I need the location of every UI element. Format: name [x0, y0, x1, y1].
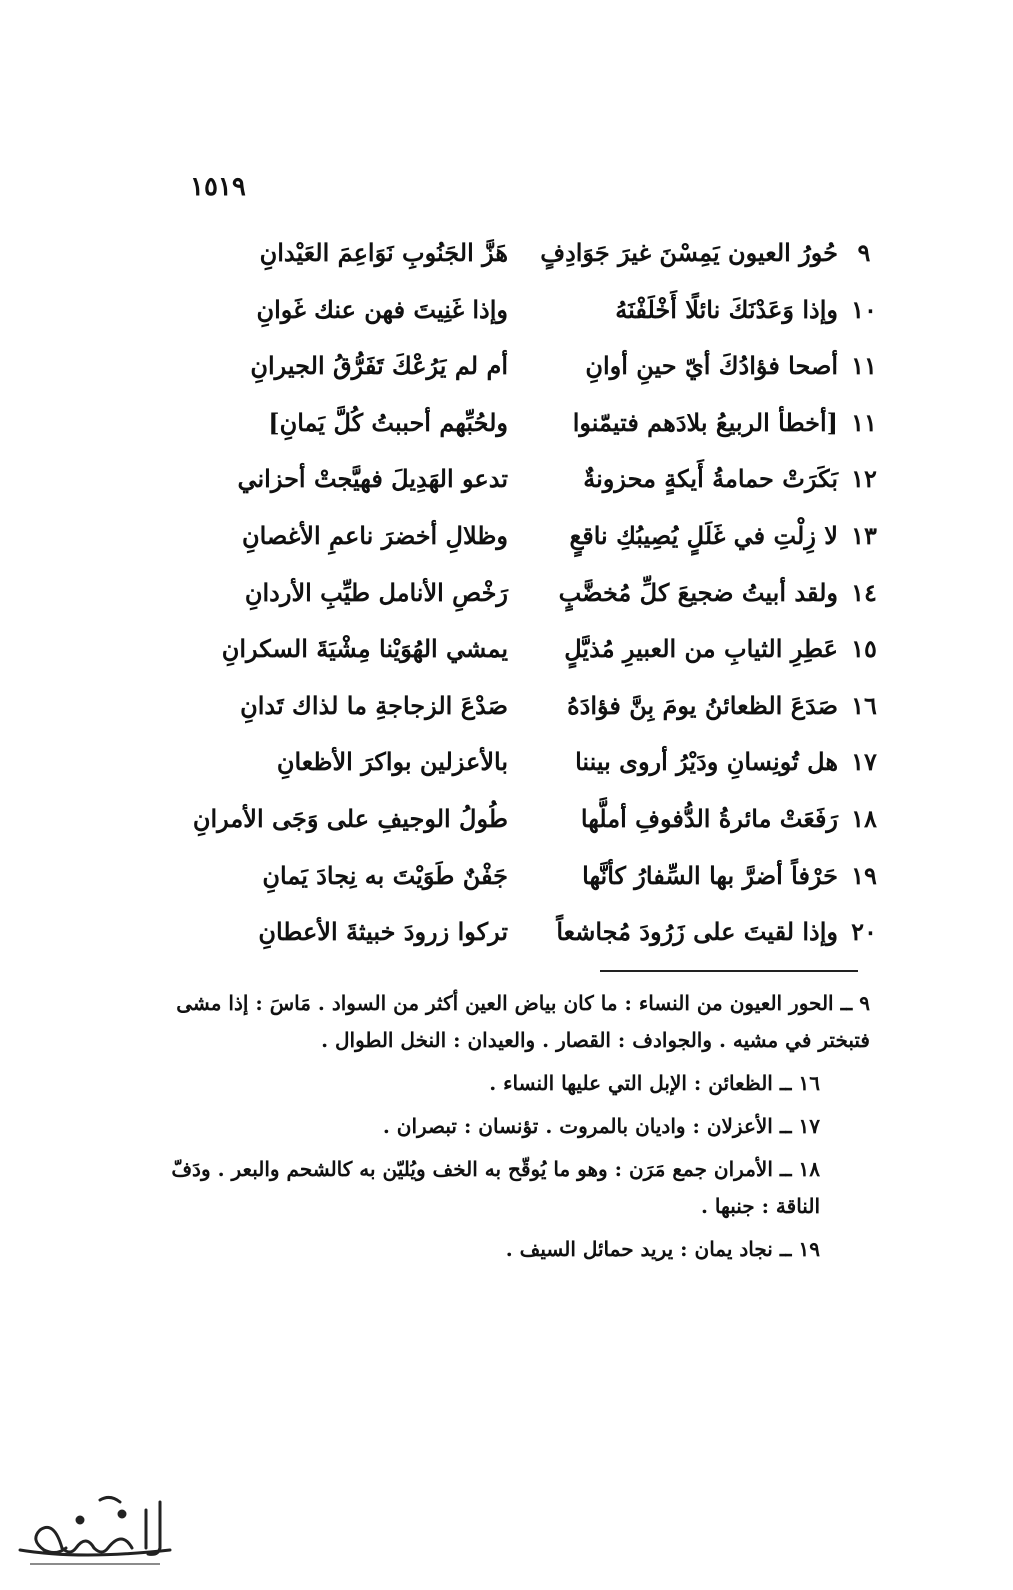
verse-number: ١٩: [851, 860, 877, 890]
verse-row: [0, 572, 1013, 629]
verse-first-hemistich: ولقد أبيتُ ضجيعَ كلِّ مُخضَّبٍ: [558, 577, 838, 607]
verse-second-hemistich: تركوا زرودَ خبيثةَ الأعطانِ: [258, 917, 508, 947]
verse-first-hemistich: أصحا فؤادُكَ أيّ حينِ أوانِ: [585, 351, 838, 381]
verse-row: [0, 798, 1013, 855]
verse-first-hemistich: [أخطأ الربيعُ بلادَهم فتيمّنوا: [572, 407, 838, 437]
verse-first-hemistich: وإذا وَعَدْنَكَ نائلًا أَخْلَفْنَهُ: [615, 294, 838, 324]
footnote: ٩ ــ الحور العيون من النساء : ما كان بياض العين أكثر من السواد . مَاسَ : إذا مشى فتبختر في مشيه . والجوادف : القصار . والعيدان : النخل الطوال .: [176, 991, 870, 1052]
verse-row: [0, 232, 1013, 289]
verse-first-hemistich: حُورُ العيون يَمِسْنَ غيرَ جَوَادِفٍ: [540, 238, 838, 267]
verse-number: ٩: [857, 238, 871, 267]
verse-row: [0, 628, 1013, 685]
verse-number: ١١: [851, 407, 877, 437]
verse-row: [0, 855, 1013, 912]
verse-number: ١٢: [851, 464, 877, 494]
verse-number: ١٨: [851, 803, 877, 833]
verse-number: ١١: [851, 351, 877, 381]
verse-row: [0, 345, 1013, 402]
footnote-divider: [600, 970, 858, 972]
library-seal-logo: [10, 1490, 180, 1575]
poem-verses: [0, 232, 1013, 968]
footnote: ١٧ ــ الأعزلان : واديان بالمروت . تؤنسان : تبصران .: [382, 1114, 820, 1138]
verse-second-hemistich: طُولُ الوجيفِ على وَجَى الأمرانِ: [192, 803, 508, 833]
verse-number: ١٧: [851, 747, 877, 777]
verse-row: [0, 402, 1013, 459]
verse-second-hemistich: بالأعزلين بواكرَ الأظعانِ: [276, 747, 508, 777]
verse-row: [0, 741, 1013, 798]
verse-first-hemistich: صَدَعَ الظعائنُ يومَ بِنَّ فؤادَهُ: [567, 690, 838, 720]
verse-second-hemistich: جَفْنٌ طَوَيْتَ به نِجادَ يَمانِ: [262, 860, 508, 890]
verse-second-hemistich: ولحُبِّهم أحببتُ كُلَّ يَمانِ]: [268, 407, 508, 437]
verse-first-hemistich: لا زِلْتِ في غَلَلٍ يُصِيبُكِ ناقعٍ: [569, 520, 838, 550]
footnote: ١٨ ــ الأمران جمع مَرَن : وهو ما يُوقّح به الخف ويُليّن به كالشحم والبعر . ودَفّ الناقة : جنبها .: [171, 1157, 820, 1218]
verse-row: [0, 685, 1013, 742]
verse-row: [0, 458, 1013, 515]
verse-number: ٢٠: [851, 917, 877, 947]
verse-first-hemistich: حَرْفاً أضرَّ بها السِّفارُ كأنَّها: [582, 860, 838, 890]
verse-row: [0, 515, 1013, 572]
verse-second-hemistich: هَزَّ الجَنُوبِ نَوَاعِمَ العَيْدانِ: [259, 238, 508, 267]
verse-number: ١٦: [851, 690, 877, 720]
verse-first-hemistich: عَطِرِ الثيابِ من العبيرِ مُذيَّلٍ: [564, 634, 838, 664]
footnote: ١٦ ــ الظعائن : الإبل التي عليها النساء .: [489, 1071, 820, 1095]
footnotes: [150, 985, 870, 1274]
verse-row: [0, 289, 1013, 346]
verse-second-hemistich: وإذا غَنِيتَ فهن عنك غَوانِ: [256, 294, 508, 324]
footnote: ١٩ ــ نجاد يمان : يريد حمائل السيف .: [505, 1237, 820, 1261]
verse-number: ١٥: [851, 634, 877, 664]
verse-number: ١٣: [851, 520, 877, 550]
verse-number: ١٤: [851, 577, 877, 607]
page-number: ١٥١٩: [190, 172, 246, 202]
verse-row: [0, 911, 1013, 968]
verse-number: ١٠: [851, 294, 877, 324]
verse-first-hemistich: بَكَرَتْ حمامةُ أَيكةٍ محزونةٌ: [583, 464, 838, 494]
verse-second-hemistich: صَدْعَ الزجاجةِ ما لذاك تَدانِ: [240, 690, 508, 720]
verse-first-hemistich: وإذا لقيتَ على زَرُودَ مُجاشعاً: [556, 917, 838, 947]
verse-second-hemistich: يمشي الهُوَيْنا مِشْيَةَ السكرانِ: [221, 634, 508, 664]
verse-first-hemistich: رَفَعَتْ مائرةُ الدُّفوفِ أملَّها: [580, 803, 838, 833]
verse-second-hemistich: رَخْصِ الأنامل طيِّبِ الأردانِ: [244, 577, 508, 607]
verse-second-hemistich: تدعو الهَدِيلَ فهيَّجتْ أحزاني: [237, 464, 508, 494]
verse-second-hemistich: أم لم يَرُعْكَ تَفَرُّقُ الجيرانِ: [250, 351, 508, 381]
verse-first-hemistich: هل تُونِسانِ ودَيْرُ أروى بيننا: [575, 747, 838, 777]
verse-second-hemistich: وظلالِ أخضرَ ناعمِ الأغصانِ: [241, 520, 508, 550]
